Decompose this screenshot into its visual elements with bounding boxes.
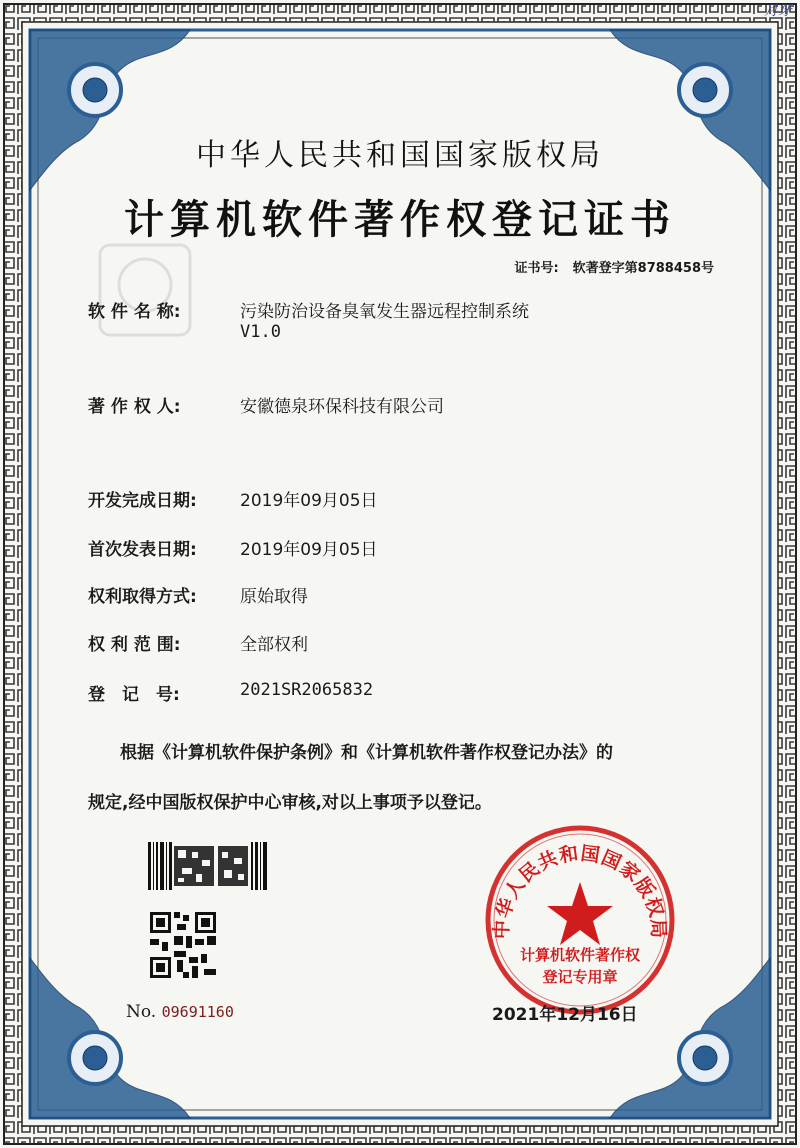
- serial-number-value: 09691160: [161, 1003, 234, 1021]
- statement-line-2: 规定,经中国版权保护中心审核,对以上事项予以登记。: [88, 793, 492, 813]
- qr-code: [150, 912, 216, 978]
- reg-number-value: 2021SR2065832: [240, 680, 374, 700]
- scope-label: 权 利 范 围:: [88, 635, 181, 655]
- seal-inner-line-2: 登记专用章: [542, 968, 618, 986]
- issuing-organization: 中华人民共和国国家版权局: [196, 138, 604, 173]
- serial-number-label: No.: [126, 1002, 157, 1022]
- field-pub-date: [88, 535, 378, 560]
- field-dev-date: [88, 486, 378, 511]
- certificate-number-label: 证书号:: [514, 261, 559, 276]
- owner-value: 安徽德泉环保科技有限公司: [240, 397, 444, 417]
- software-name-label: 软 件 名 称:: [88, 302, 181, 322]
- certificate-number: [514, 257, 714, 276]
- serial-number: [126, 1002, 234, 1022]
- statement-line-1: 根据《计算机软件保护条例》和《计算机软件著作权登记办法》的: [120, 743, 613, 763]
- dev-date-value: 2019年09月05日: [240, 491, 378, 511]
- acquire-value: 原始取得: [240, 587, 308, 607]
- official-seal: [480, 820, 680, 1020]
- software-version: V1.0: [240, 322, 281, 342]
- barcode: [148, 842, 268, 890]
- handwritten-note: 月牙: [764, 3, 792, 19]
- field-reg-number: [88, 680, 373, 705]
- issue-date: 2021年12月16日: [492, 1005, 638, 1025]
- field-software-name: [88, 297, 529, 342]
- owner-label: 著 作 权 人:: [88, 397, 181, 417]
- seal-inner-line-1: 计算机软件著作权: [519, 946, 640, 964]
- seal-ring-text: 中华人民共和国国家版权局: [490, 842, 670, 940]
- software-name-value: 污染防治设备臭氧发生器远程控制系统: [240, 302, 529, 322]
- pub-date-value: 2019年09月05日: [240, 540, 378, 560]
- field-acquire: [88, 582, 308, 607]
- certificate-number-value: 软著登字第8788458号: [572, 261, 714, 276]
- field-owner: [88, 392, 444, 417]
- certificate-title: 计算机软件著作权登记证书: [124, 197, 676, 243]
- dev-date-label: 开发完成日期:: [88, 491, 197, 511]
- acquire-label: 权利取得方式:: [88, 587, 197, 607]
- pub-date-label: 首次发表日期:: [88, 540, 197, 560]
- field-scope: [88, 630, 308, 655]
- reg-number-label: 登 记 号:: [88, 685, 180, 705]
- scope-value: 全部权利: [240, 635, 308, 655]
- seal-star-icon: [547, 882, 613, 945]
